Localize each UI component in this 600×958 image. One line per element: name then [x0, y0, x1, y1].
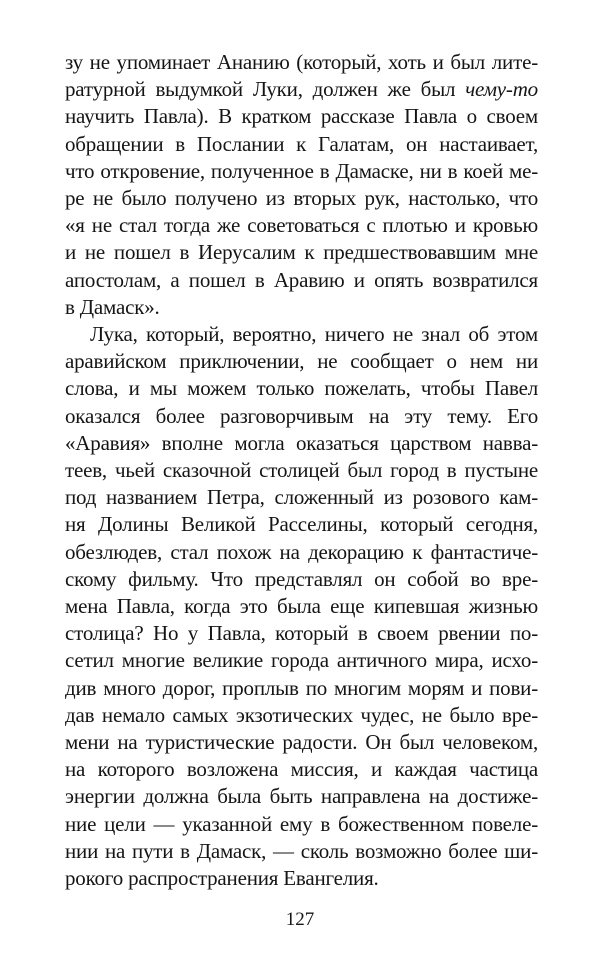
text-line: на которого возложена миссия, и каждая частица	[65, 757, 538, 782]
text-line: див много дорог, проплыв по многим морям и пови-	[65, 675, 538, 700]
text-line: ние цели — указанной ему в божественном повеле-	[65, 811, 538, 836]
paragraph-1	[65, 49, 538, 321]
italic-emphasis: чему-то	[465, 77, 538, 102]
text-line: под названием Петра, сложенный из розового кам-	[65, 485, 538, 510]
text-line: теев, чьей сказочной столицей был город в пустыне	[65, 458, 538, 483]
text-line: рокого распространения Евангелия.	[65, 866, 379, 891]
text-line: дав немало самых экзотических чудес, не было вре-	[65, 702, 538, 727]
text-line: апостолам, а пошел в Аравию и опять возвратился	[65, 267, 538, 292]
text-line: «Аравия» вполне могла оказаться царством навва-	[65, 430, 538, 455]
text-line: слова, и мы можем только пожелать, чтобы Павел	[65, 376, 538, 401]
text-line: мена Павла, когда это была еще кипевшая жизнью	[65, 594, 538, 619]
text-line: ня Долины Великой Расселины, который сегодня,	[65, 512, 538, 537]
text-line: сетил многие великие города античного мира, исхо-	[65, 648, 538, 673]
text-line: ре не было получено из вторых рук, настолько, что	[65, 186, 538, 211]
text-line: Лука, который, вероятно, ничего не знал об этом	[90, 322, 538, 347]
text-line: обезлюдев, стал похож на декорацию к фантастиче-	[65, 539, 538, 564]
paragraph-2	[65, 321, 538, 892]
page-body	[65, 49, 538, 892]
text-segment: ратурной выдумкой Луки, должен же был	[65, 77, 466, 102]
text-line: зу не упоминает Ананию (который, хоть и был лите-	[65, 50, 538, 74]
text-line: мени на туристические радости. Он был человеком,	[65, 730, 538, 755]
text-line: нии на пути в Дамаск, — сколь возможно более ши-	[65, 838, 538, 863]
text-line: скому фильму. Что представлял он собой во вре-	[65, 566, 538, 591]
text-line: и не пошел в Иерусалим к предшествовавшим мне	[65, 240, 538, 265]
text-line: научить Павла). В кратком рассказе Павла о своем	[65, 104, 538, 129]
text-line	[65, 76, 538, 103]
page-number: 127	[285, 909, 315, 930]
text-line: в Дамаск».	[65, 294, 160, 319]
text-line: энергии должна была быть направлена на достиже-	[65, 784, 538, 809]
text-line: оказался более разговорчивым на эту тему. Его	[65, 403, 538, 428]
text-line: столица? Но у Павла, который в своем рвении по-	[65, 621, 538, 646]
text-line: обращении в Послании к Галатам, он настаивает,	[65, 131, 538, 156]
text-line: аравийском приключении, не сообщает о нем ни	[65, 349, 538, 374]
text-line: что откровение, полученное в Дамаске, ни в коей ме-	[65, 158, 538, 183]
text-line: «я не стал тогда же советоваться с плотью и кровью	[65, 213, 538, 238]
